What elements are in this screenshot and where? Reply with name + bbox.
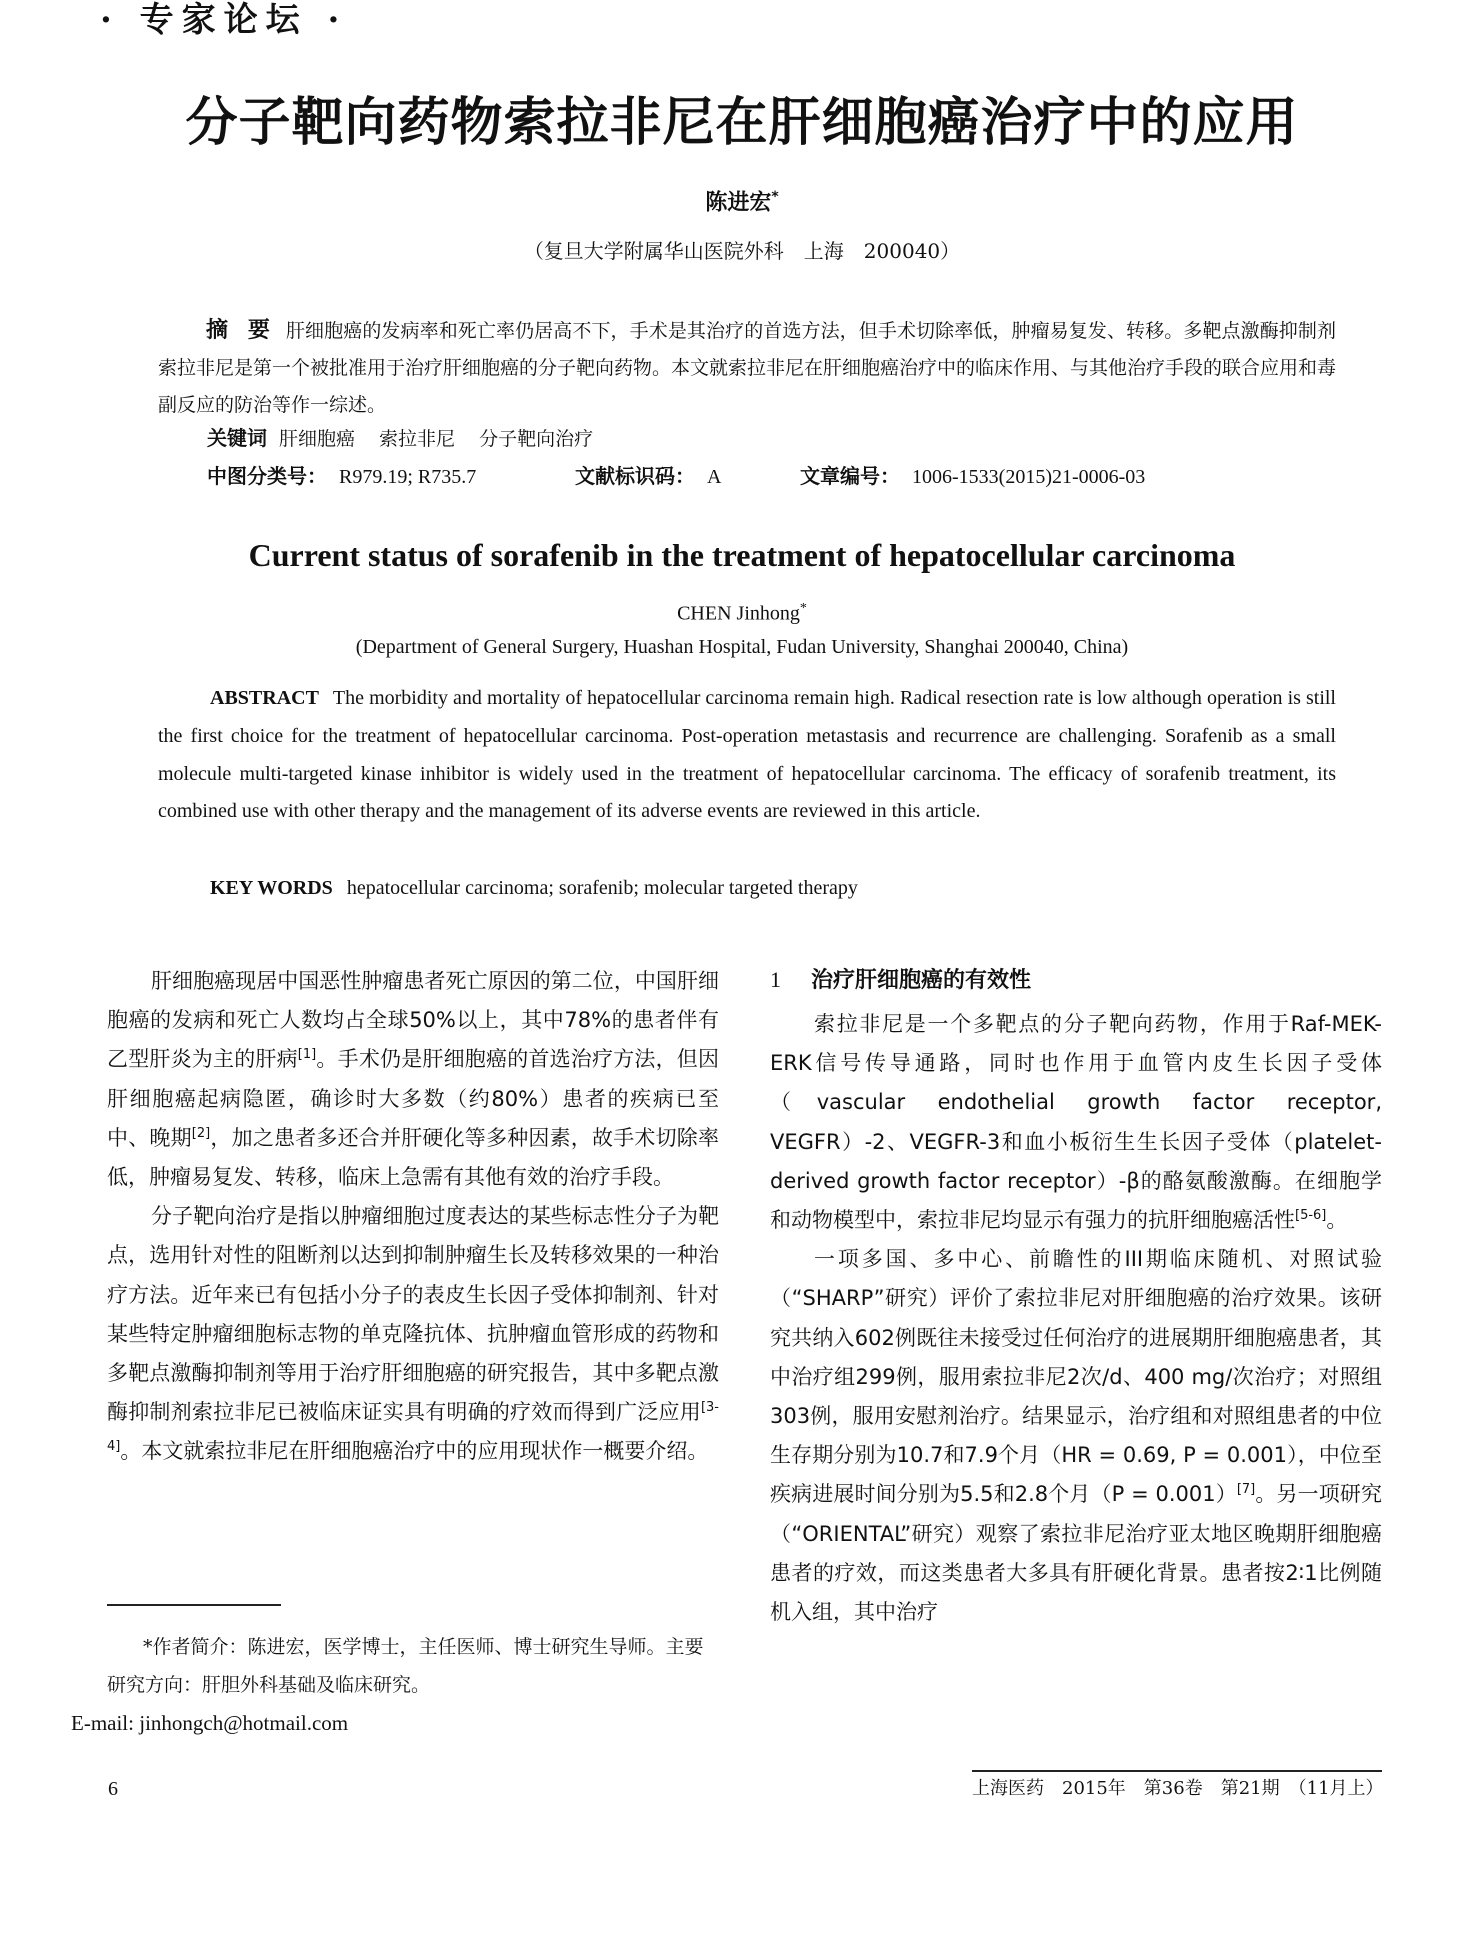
- author-email: E-mail: jinhongch@hotmail.com: [71, 1711, 349, 1735]
- article-no-item: [800, 458, 1145, 495]
- chinese-author-mark: *: [771, 189, 779, 205]
- clc-value: R979.19; R735.7: [339, 466, 477, 488]
- page-number: 6: [108, 1778, 118, 1800]
- english-author-name: CHEN Jinhong: [677, 602, 800, 625]
- english-abstract: [158, 680, 1336, 831]
- intro-p2-text-b: 。本文就索拉非尼在肝细胞癌治疗中的应用现状作一概要介绍。: [120, 1439, 709, 1464]
- sec1-p2-text-a: 一项多国、多中心、前瞻性的III期临床随机、对照试验（“SHARP”研究）评价了索拉非尼对肝细胞癌的治疗效果。该研究共纳入602例既往未接受过任何治疗的进展期肝细胞癌患者，其中治疗组299例，服用索拉非尼2次/d、400 mg/次治疗；对照组303例，服用安慰剂治疗。结果显示，治疗组和对照组患者的中位生存期分别为10.7和7.9个月（HR = 0.69, P = 0.001），中位至疾病进展时间分别为5.5和2.8个月（P = 0.001）: [770, 1247, 1382, 1507]
- journal-info: 上海医药 2015年 第36卷 第21期 （11月上）: [972, 1778, 1384, 1799]
- english-author-mark: *: [799, 601, 807, 616]
- chinese-keywords-label: 关键词: [207, 426, 267, 450]
- english-author: [0, 594, 1484, 629]
- english-keywords-label: KEY WORDS: [210, 877, 333, 899]
- english-keywords: [210, 870, 858, 906]
- sec1-p1-text-a: 索拉非尼是一个多靶点的分子靶向药物，作用于Raf-MEK-ERK信号传导通路，同时也作用于血管内皮生长因子受体（vascular endothelial growth factor receptor, VEGFR）-2、VEGFR-3和血小板衍生生长因子受体（platelet-derived growth factor receptor）-β的酪氨酸激酶。在细胞学和动物模型中，索拉非尼均显示有强力的抗肝细胞癌活性: [770, 1012, 1382, 1233]
- sec1-p1-text-b: 。: [1326, 1208, 1348, 1233]
- citation-7: [7]: [1236, 1482, 1256, 1498]
- citation-1: [1]: [297, 1047, 317, 1063]
- section-1-number: 1: [770, 967, 781, 992]
- chinese-abstract: [158, 312, 1336, 424]
- doc-code-value: A: [707, 466, 722, 488]
- footnote-divider: [107, 1604, 281, 1606]
- section-1-paragraph-1: [770, 1005, 1382, 1240]
- chinese-title: 分子靶向药物索拉非尼在肝细胞癌治疗中的应用: [185, 92, 1299, 153]
- intro-p1-text-b: 。手术仍是肝细胞癌的首选治疗方法，但因肝细胞癌起病隐匿，确诊时大多数（约80%）患者的疾病已至中、晚期: [107, 1047, 720, 1150]
- section-1-paragraph-2: [770, 1240, 1382, 1632]
- section-1-title: 治疗肝细胞癌的有效性: [811, 968, 1032, 993]
- citation-5-6: [5-6]: [1295, 1208, 1327, 1224]
- classification-line: [207, 458, 1145, 495]
- footnote-text: 作者简介：陈进宏，医学博士，主任医师、博士研究生导师。主要研究方向：肝胆外科基础及临床研究。: [107, 1636, 704, 1696]
- english-abstract-label: ABSTRACT: [210, 687, 319, 709]
- chinese-keywords: [207, 420, 593, 457]
- intro-p2-text-a: 分子靶向治疗是指以肿瘤细胞过度表达的某些标志性分子为靶点，选用针对性的阻断剂以达到抑制肿瘤生长及转移效果的一种治疗方法。近年来已有包括小分子的表皮生长因子受体抑制剂、针对某些特定肿瘤细胞标志物的单克隆抗体、抗肿瘤血管形成的药物和多靶点激酶抑制剂等用于治疗肝细胞癌的研究报告，其中多靶点激酶抑制剂索拉非尼已被临床证实具有明确的疗效而得到广泛应用: [107, 1204, 719, 1425]
- citation-2: [2]: [191, 1125, 211, 1141]
- chinese-author: [0, 182, 1484, 218]
- footer-divider: [972, 1770, 1382, 1772]
- english-keywords-text: hepatocellular carcinoma; sorafenib; molecular targeted therapy: [346, 877, 858, 899]
- chinese-keywords-text: 肝细胞癌 索拉非尼 分子靶向治疗: [279, 428, 594, 450]
- english-affiliation: (Department of General Surgery, Huashan Hospital, Fudan University, Shanghai 200040, China): [355, 636, 1129, 658]
- chinese-affiliation: （复旦大学附属华山医院外科 上海 200040）: [523, 239, 961, 263]
- chinese-abstract-text: 肝细胞癌的发病率和死亡率仍居高不下，手术是其治疗的首选方法，但手术切除率低，肿瘤易复发、转移。多靶点激酶抑制剂索拉非尼是第一个被批准用于治疗肝细胞癌的分子靶向药物。本文就索拉非尼在肝细胞癌治疗中的临床作用、与其他治疗手段的联合应用和毒副反应的防治等作一综述。: [158, 320, 1337, 416]
- article-no-value: 1006-1533(2015)21-0006-03: [912, 466, 1146, 488]
- clc-item: [207, 458, 575, 495]
- left-column: [107, 962, 719, 1472]
- doc-code-label: 文献标识码：: [575, 464, 695, 488]
- section-1-heading: [770, 962, 1031, 999]
- article-no-label: 文章编号：: [800, 464, 900, 488]
- intro-p1-text-c: ，加之患者多还合并肝硬化等多种因素，故手术切除率低，肿瘤易复发、转移，临床上急需有其他有效的治疗手段。: [107, 1125, 719, 1190]
- chinese-abstract-label: 摘 要: [206, 318, 276, 343]
- intro-paragraph-1: [107, 962, 719, 1197]
- citation-3-4: [3-4]: [107, 1400, 719, 1455]
- intro-paragraph-2: [107, 1197, 719, 1471]
- right-column: [770, 1005, 1382, 1632]
- author-footnote: [71, 1628, 719, 1743]
- intro-p1-text-a: 肝细胞癌现居中国恶性肿瘤患者死亡原因的第二位，中国肝细胞癌的发病和死亡人数均占全球50%以上，其中78%的患者伴有乙型肝炎为主的肝病: [107, 969, 719, 1072]
- chinese-author-name: 陈进宏: [705, 190, 772, 216]
- doc-code-item: [575, 458, 800, 495]
- sec1-p2-text-b: 。另一项研究（“ORIENTAL”研究）观察了索拉非尼治疗亚太地区晚期肝细胞癌患者的疗效，而这类患者大多具有肝硬化背景。患者按2∶1比例随机入组，其中治疗: [770, 1482, 1382, 1625]
- clc-label: 中图分类号：: [207, 464, 327, 488]
- english-title: Current status of sorafenib in the treatment of hepatocellular carcinoma: [248, 537, 1236, 573]
- footnote-mark: *: [143, 1636, 153, 1658]
- english-abstract-text: The morbidity and mortality of hepatocellular carcinoma remain high. Radical resection rate is low although operation is still the first choice for the treatment of hepatocellular carcinoma. Post-operation metastasis and recurrence are challenging. Sorafenib as a small molecule multi-targeted kinase inhibitor is widely used in the treatment of hepatocellular carcinoma. The efficacy of sorafenib treatment, its combined use with other therapy and the management of its adverse events are reviewed in this article.: [158, 687, 1336, 823]
- section-tag: · 专家论坛 ·: [100, 0, 348, 40]
